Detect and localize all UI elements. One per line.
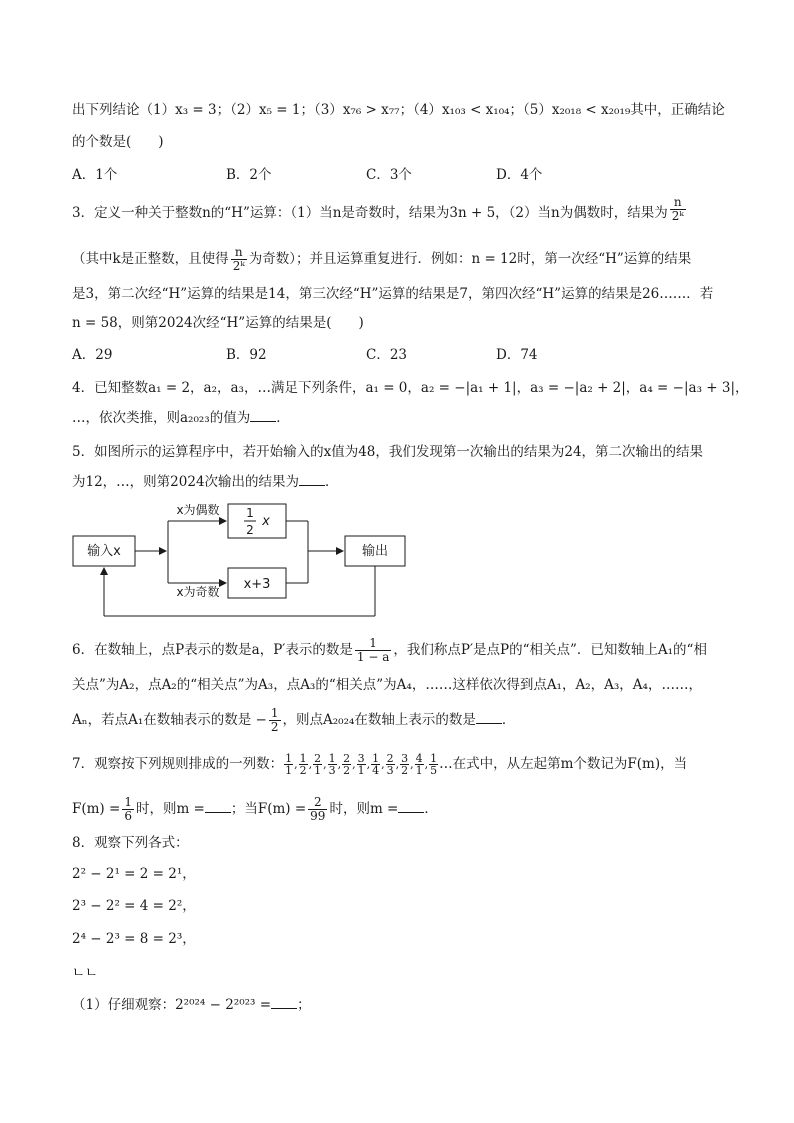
q4-line-2 <box>72 408 290 428</box>
even-frac-den: 2 <box>246 523 254 537</box>
q7-answer-blank-2[interactable] <box>398 800 424 813</box>
q8-answer-blank[interactable] <box>271 996 297 1009</box>
q6-fraction <box>355 637 391 664</box>
sep-3: ；（4） <box>399 102 442 118</box>
q3-frac2-num: n <box>231 246 247 260</box>
q6-line-1b: ，我们称点P′是点P的“相关点”．已知数轴上A₁的“相 <box>393 642 707 658</box>
q7-seq-num: 1 <box>285 752 293 765</box>
q8-eq-1: 2² − 2¹ = 2 = 2¹， <box>72 866 196 882</box>
even-label: x为偶数 <box>176 503 220 517</box>
flowchart <box>60 498 420 622</box>
q3-option-d: D．74 <box>496 347 538 363</box>
odd-expr: x+3 <box>243 577 271 592</box>
q7-seq-den: 3 <box>386 764 394 777</box>
q7-seq-fraction <box>415 753 424 776</box>
conclusion-1: x₃ = 3 <box>175 102 217 118</box>
q6-line-3-end: ． <box>501 712 516 728</box>
q7-seq-den: 2 <box>401 764 409 777</box>
q7-seq-num: 1 <box>372 752 380 765</box>
sep-1: ；（2） <box>216 102 259 118</box>
q6-frac-den: 1 − a <box>356 650 390 664</box>
conclusion-3: x₇₆ > x₇₇ <box>342 102 400 118</box>
q6-answer-blank[interactable] <box>476 711 502 724</box>
q7-seq-num: 3 <box>401 752 409 765</box>
q7-seq-den: 1 <box>314 764 322 777</box>
q7-frac-2 <box>308 796 327 823</box>
q3-line-2 <box>72 246 691 273</box>
intro-line-1 <box>72 100 725 120</box>
q5-line-1: 5．如图所示的运算程序中，若开始输入的x值为48，我们发现第一次输出的结果为24，第二次输出的结果 <box>72 444 704 460</box>
conclusion-2: x₅ = 1 <box>258 102 301 118</box>
q6-neg-half <box>269 707 281 734</box>
q3-line-3: 是3，第二次经“H”运算的结果是14，第三次经“H”运算的结果是7，第四次经“H”运算的结果是26……．若 <box>72 286 714 302</box>
q6-line-1 <box>72 637 707 664</box>
intro-tail: 其中，正确结论 <box>630 102 725 118</box>
even-var: x <box>262 514 270 529</box>
q3-option-c: C．23 <box>366 347 408 363</box>
q8-sub-1-end: ； <box>297 997 311 1013</box>
q3-line-1-text: 3．定义一种关于整数n的“H”运算：（1）当n是奇数时，结果为3n + 5，（2）当n为偶数时，结果为 <box>72 205 668 221</box>
q7-seq-fraction <box>429 753 438 776</box>
q8-sub-1 <box>72 995 311 1015</box>
q4-line-1: 4．已知整数a₁ = 2，a₂，a₃，…满足下列条件，a₁ = 0，a₂ = −|a₁ + 1|，a₃ = −|a₂ + 2|，a₄ = −|a₃ + 3|， <box>72 380 749 396</box>
q2-option-a: A．1个 <box>72 167 118 183</box>
even-frac-num: 1 <box>246 506 254 520</box>
q7-seq-comma: , <box>366 758 371 771</box>
q7-seq-den: 4 <box>372 764 380 777</box>
q6-line-3b: ，则点A₂₀₂₄在数轴上表示的数是 <box>282 712 476 728</box>
q8-sub-1-text: （1）仔细观察：2²⁰²⁴ − 2²⁰²³ = <box>72 997 272 1013</box>
q3-frac2-den: 2ᵏ <box>232 259 245 273</box>
q7-seq-den: 3 <box>328 764 336 777</box>
q7-seq-fraction <box>328 753 337 776</box>
q7-seq-num: 3 <box>357 752 365 765</box>
q7-seq-den: 2 <box>343 764 351 777</box>
odd-label: x为奇数 <box>176 585 220 599</box>
q3-frac-den: 2ᵏ <box>671 209 684 223</box>
q2-option-d: D．4个 <box>496 167 543 183</box>
q7-seq-comma: , <box>424 758 429 771</box>
q7-line-1a: 7．观察按下列规则排成的一列数： <box>72 756 284 772</box>
q7-line-2c: ；当F(m) = <box>230 801 307 817</box>
q7-seq-den: 1 <box>285 764 293 777</box>
conclusion-5: x₂₀₁₈ < x₂₀₁₉ <box>551 102 631 118</box>
q7-f1-num: 1 <box>124 795 132 809</box>
q3-line-2b: 为奇数）；并且运算重复进行．例如：n = 12时，第一次经“H”运算的结果 <box>248 251 692 267</box>
q7-seq-den: 1 <box>415 764 423 777</box>
q2-option-c: C．3个 <box>366 167 412 183</box>
q7-seq-comma: , <box>381 758 385 771</box>
q7-seq-fraction <box>313 753 322 776</box>
q6-line-3 <box>72 707 515 734</box>
sep-2: ；（3） <box>300 102 343 118</box>
q7-seq-comma: , <box>410 758 414 771</box>
even-op-box <box>228 504 286 538</box>
q7-seq-comma: , <box>308 758 313 771</box>
q7-seq-den: 1 <box>357 764 365 777</box>
q7-seq-comma: , <box>395 758 400 771</box>
q7-seq-fraction <box>284 753 293 776</box>
q8-dots: ㄴㄴ <box>72 965 99 981</box>
q8-eq-2: 2³ − 2² = 4 = 2²， <box>72 898 196 914</box>
q6-l3-den: 2 <box>270 720 279 734</box>
q7-seq-num: 2 <box>343 752 351 765</box>
q7-line-2d: 时，则m = <box>329 801 399 817</box>
q6-frac-num: 1 <box>355 637 391 651</box>
q7-seq-fraction <box>357 753 366 776</box>
q3-fraction-2 <box>231 246 247 273</box>
q7-seq-num: 1 <box>299 752 307 765</box>
output-label: 输出 <box>361 544 389 559</box>
q7-seq-den: 5 <box>430 764 438 777</box>
q3-line-2a: （其中k是正整数，且使得 <box>72 251 229 267</box>
q3-line-4: n = 58，则第2024次经“H”运算的结果是( ) <box>72 315 364 331</box>
input-label: 输入x <box>87 544 121 559</box>
q7-line-2-end: ． <box>424 801 438 817</box>
q5-answer-blank[interactable] <box>299 473 325 486</box>
q3-line-1 <box>72 195 688 223</box>
q4-line-2-text: …，依次类推，则a₂₀₂₃的值为 <box>72 410 251 426</box>
q7-seq-fraction <box>371 753 380 776</box>
q6-line-3a: Aₙ，若点A₁在数轴表示的数是 − <box>72 712 267 728</box>
conclusion-4: x₁₀₃ < x₁₀₄ <box>441 102 510 118</box>
q7-answer-blank-1[interactable] <box>205 800 231 813</box>
q8-eq-3: 2⁴ − 2³ = 8 = 2³， <box>72 931 196 947</box>
q7-frac-1 <box>122 796 134 823</box>
q7-seq-num: 2 <box>314 752 322 765</box>
q7-f2-num: 2 <box>308 796 327 810</box>
q7-seq-fraction <box>400 753 409 776</box>
q7-seq-num: 2 <box>386 752 394 765</box>
q5-line-2-end: ． <box>325 474 339 490</box>
q7-seq-num: 1 <box>430 752 438 765</box>
q6-line-2: 关点”为A₂，点A₂的“相关点”为A₃，点A₃的“相关点”为A₄，……这样依次得到点A₁，A₂，A₃，A₄，……， <box>72 677 702 693</box>
q3-fraction <box>670 196 686 223</box>
q4-answer-blank[interactable] <box>250 409 276 422</box>
q5-line-2 <box>72 472 339 492</box>
q7-line-1b: …在式中，从左起第m个数记为F(m)，当 <box>439 756 688 772</box>
sep-4: ；（5） <box>509 102 552 118</box>
q5-line-2-text: 为12，…，则第2024次输出的结果为 <box>72 474 300 490</box>
intro-lead: 出下列结论（1） <box>72 102 176 118</box>
q7-line-2a: F(m) = <box>72 801 121 817</box>
q7-seq-num: 4 <box>415 752 423 765</box>
q3-option-a: A．29 <box>72 347 113 363</box>
q4-line-2-end: ． <box>276 410 290 426</box>
q3-frac-num: n <box>670 196 686 210</box>
q7-seq-fraction <box>386 753 395 776</box>
q7-line-2 <box>72 796 438 823</box>
q7-seq-comma: , <box>352 758 356 771</box>
q7-seq-comma: , <box>294 758 298 771</box>
q7-f1-den: 6 <box>124 809 132 823</box>
q3-option-b: B．92 <box>226 347 267 363</box>
q7-line-1 <box>72 753 687 776</box>
q8-title: 8．观察下列各式： <box>72 835 189 851</box>
q7-f2-den: 99 <box>310 809 326 823</box>
q7-seq-comma: , <box>337 758 342 771</box>
q6-line-1a: 6．在数轴上，点P表示的数是a，P′表示的数是 <box>72 642 353 658</box>
q7-seq-den: 2 <box>299 764 307 777</box>
intro-line-2: 的个数是( ) <box>72 134 164 150</box>
q7-seq-fraction <box>342 753 351 776</box>
q7-seq-comma: , <box>323 758 327 771</box>
q2-option-b: B．2个 <box>226 167 272 183</box>
q6-l3-num: 1 <box>270 706 279 720</box>
q7-line-2b: 时，则m = <box>135 801 205 817</box>
q7-seq-fraction <box>299 753 308 776</box>
q7-sequence <box>283 752 439 777</box>
q7-seq-num: 1 <box>328 752 336 765</box>
